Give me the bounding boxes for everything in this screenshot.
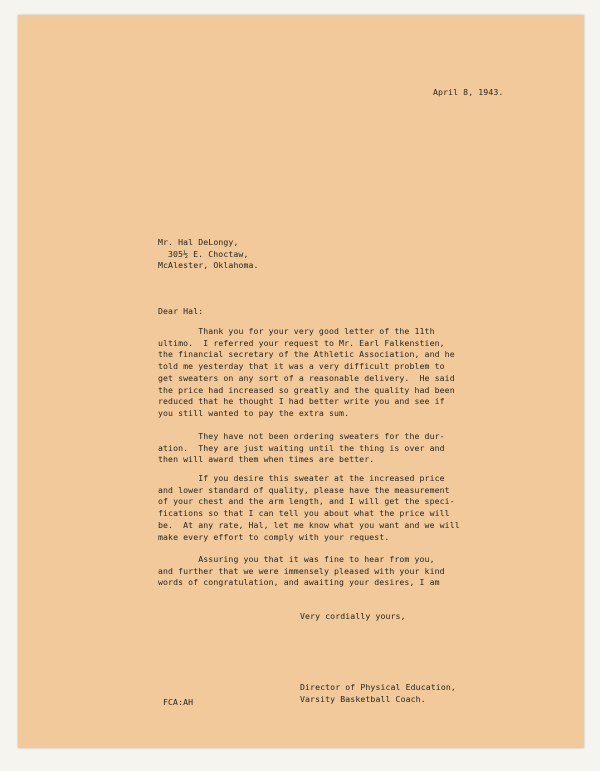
address-line: McAlester, Oklahoma. [158,260,259,271]
address-line: Mr. Hal DeLongy, [158,237,239,247]
paragraph-1 [158,326,518,420]
salutation: Dear Hal: [158,306,204,316]
signature-line: Director of Physical Education, [300,682,456,692]
paragraph-line: get sweaters on any sort of a reasonable delivery. He said [158,372,455,383]
paragraph-line: words of congratulation, and awaiting your desires, I am [158,577,440,588]
signature-block [300,682,456,705]
paragraph-2 [158,431,518,466]
paragraph-line: and lower standard of quality, please have the measurement [158,484,450,495]
paragraph-line: of your chest and the arm length, and I will get the speci- [158,496,455,507]
paragraph-line: you still wanted to pay the extra sum. [158,407,350,418]
paragraph-line: fications so that I can tell you about what the price will [158,508,450,519]
paragraph-line: Assuring you that it was fine to hear from you, [158,554,435,564]
address-line: 305½ E. Choctaw, [168,248,249,259]
paragraph-line: ultimo. I referred your request to Mr. Earl Falkenstien, [158,337,445,348]
paragraph-line: If you desire this sweater at the increased price [158,473,445,483]
paragraph-line: Thank you for your very good letter of the 11th [158,326,435,336]
paragraph-line: ation. They are just waiting until the thing is over and [158,442,445,453]
paragraph-line: and further that we were immensely pleased with your kind [158,565,445,576]
paragraph-line: reduced that he thought I had better write you and see if [158,396,445,407]
paragraph-line: be. At any rate, Hal, let me know what you want and we will [158,519,460,530]
paragraph-line: told me yesterday that it was a very difficult problem to [158,361,445,372]
typist-initials: FCA:AH [163,697,194,707]
closing: Very cordially yours, [300,611,406,621]
letter-date: April 8, 1943. [433,87,504,97]
letter-page [18,15,584,748]
paragraph-3 [158,473,518,543]
paragraph-4 [158,554,518,589]
paragraph-line: the price had increased so greatly and the quality had been [158,384,455,395]
signature-line: Varsity Basketball Coach. [300,693,426,704]
paragraph-line: then will award them when times are better. [158,454,375,465]
paragraph-line: They have not been ordering sweaters for the dur- [158,431,445,441]
paragraph-line: the financial secretary of the Athletic Association, and he [158,349,455,360]
paragraph-line: make every effort to comply with your request. [158,531,390,542]
recipient-address [158,237,259,272]
